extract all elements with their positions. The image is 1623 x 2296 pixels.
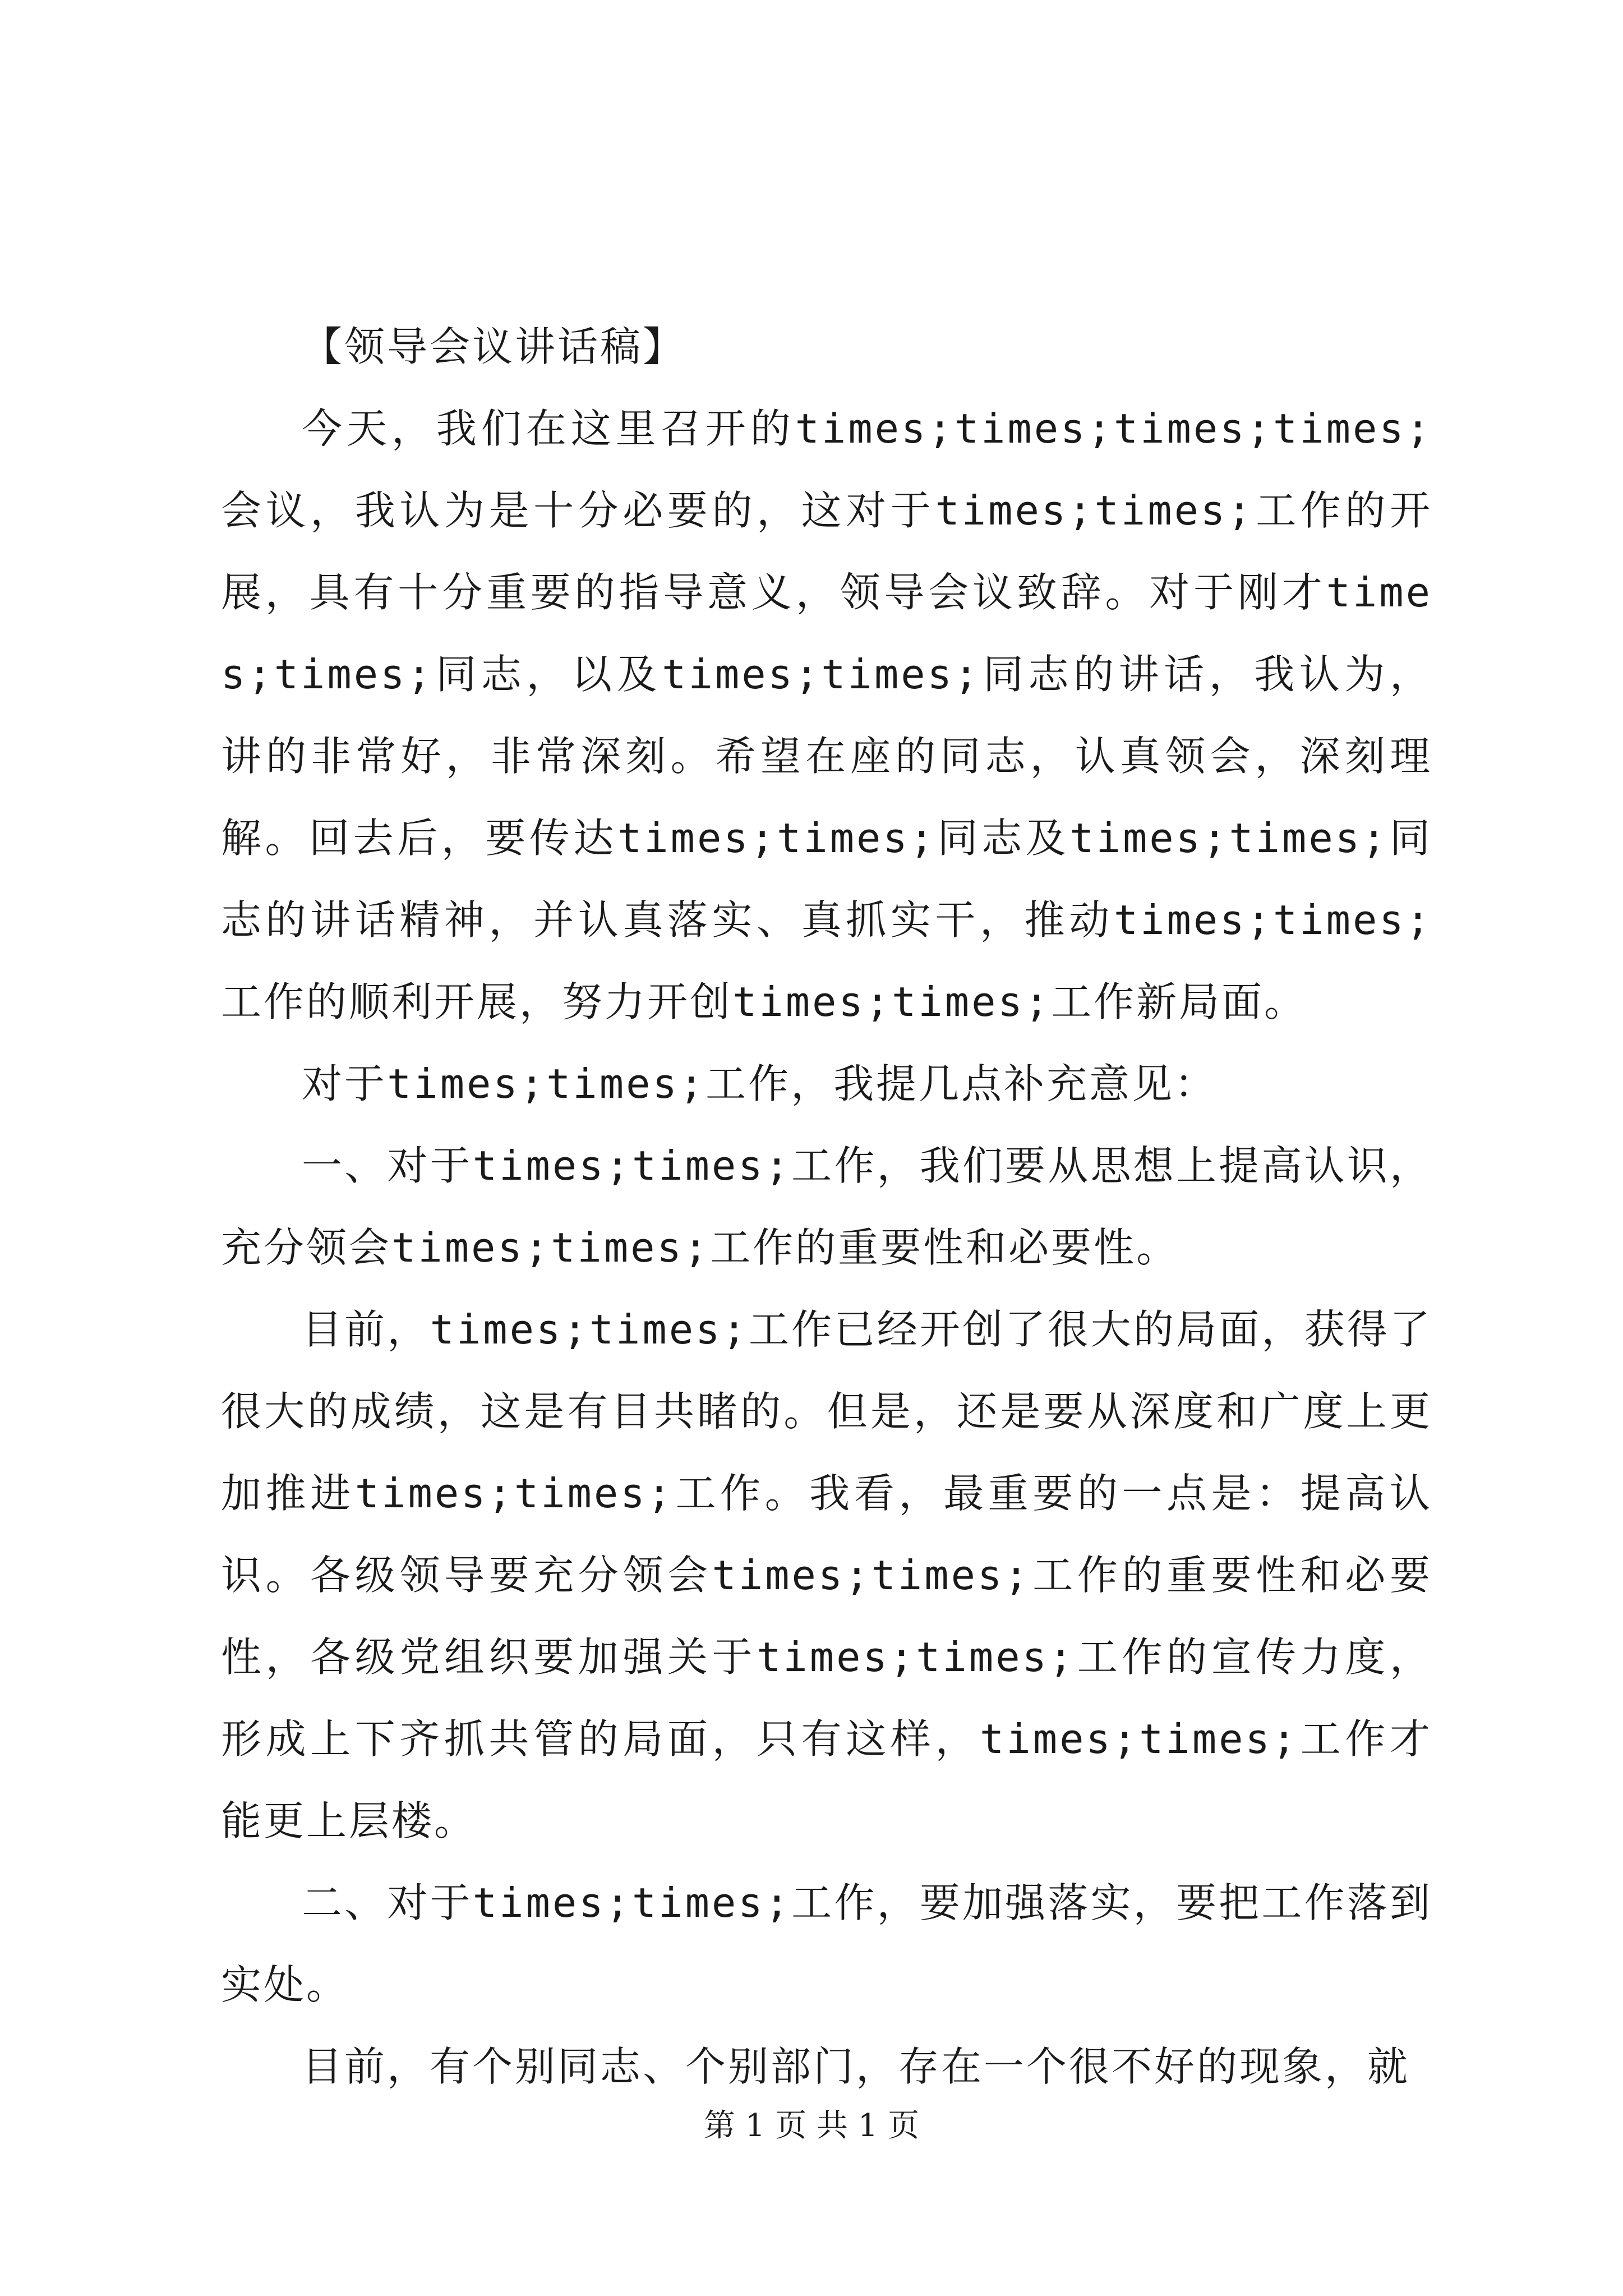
page-footer: 第 1 页 共 1 页 [703,2108,920,2144]
paragraph-intro-opinions: 对于times;times;工作，我提几点补充意见： [302,1060,1218,1107]
paragraph-point-one-detail: 目前，times;times;工作已经开创了很大的局面，获得了很大的成绩，这是有目共睹的。但是，还是要从深度和广度上更加推进times;times;工作。我看，最重要的一点是：提高认识。各级领导要充分领会times;times;工作的重要性和必要性，各级党组织要加强关于times;times;工作的宣传力度，形成上下齐抓共管的局面，只有这样，times;times;工作才能更上层楼。 [221,1306,1432,1844]
paragraph-point-two-detail: 目前，有个别同志、个别部门，存在一个很不好的现象，就 [302,2043,1410,2090]
paragraph-point-two: 二、对于times;times;工作，要加强落实，要把工作落到实处。 [221,1879,1432,2008]
document-body [221,306,1432,2108]
paragraph-opening: 今天，我们在这里召开的times;times;times;times;会议，我认为是十分必要的，这对于times;times;工作的开展，具有十分重要的指导意义，领导会议致辞。对于刚才times;times;同志，以及times;times;同志的讲话，我认为，讲的非常好，非常深刻。希望在座的同志，认真领会，深刻理解。回去后，要传达times;times;同志及times;times;同志的讲话精神，并认真落实、真抓实干，推动times;times;工作的顺利开展，努力开创times;times;工作新局面。 [221,405,1432,1025]
document-heading: 【领导会议讲话稿】 [302,323,686,370]
paragraph-point-one: 一、对于times;times;工作，我们要从思想上提高认识，充分领会times;times;工作的重要性和必要性。 [221,1142,1432,1271]
